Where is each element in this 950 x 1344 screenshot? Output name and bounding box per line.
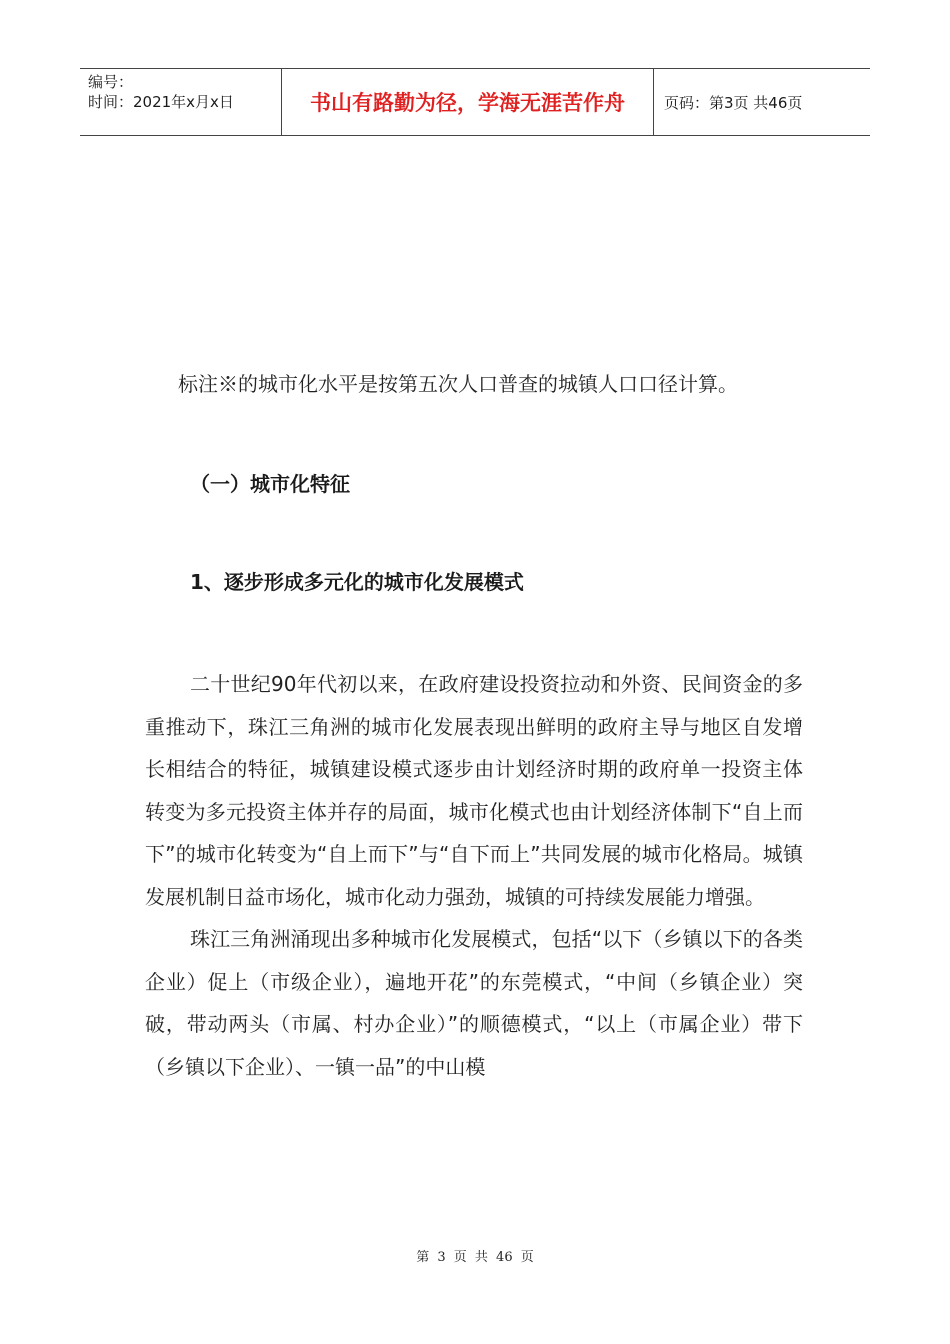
page-header <box>80 68 870 136</box>
table-footnote: 标注※的城市化水平是按第五次人口普查的城镇人口口径计算。 <box>178 372 738 396</box>
document-number-label: 编号： <box>88 73 134 91</box>
document-time-label: 时间：2021年x月x日 <box>88 93 234 111</box>
subsection-heading: 1、逐步形成多元化的城市化发展模式 <box>190 570 524 594</box>
section-heading: （一）城市化特征 <box>190 472 350 496</box>
header-page-label: 页码：第3页 共46页 <box>664 93 803 112</box>
page-footer: 第 3 页 共 46 页 <box>416 1250 534 1265</box>
header-meta <box>80 69 282 135</box>
body-text <box>145 663 803 1088</box>
paragraph: 珠江三角洲涌现出多种城市化发展模式，包括“以下（乡镇以下的各类企业）促上（市级企业），遍地开花”的东莞模式，“中间（乡镇企业）突破，带动两头（市属、村办企业）”的顺德模式，“以上（市属企业）带下（乡镇以下企业）、一镇一品”的中山模 <box>145 927 803 1079</box>
paragraph: 二十世纪90年代初以来，在政府建设投资拉动和外资、民间资金的多重推动下，珠江三角洲的城市化发展表现出鲜明的政府主导与地区自发增长相结合的特征，城镇建设模式逐步由计划经济时期的政府单一投资主体转变为多元投资主体并存的局面，城市化模式也由计划经济体制下“自上而下”的城市化转变为“自上而下”与“自下而上”共同发展的城市化格局。城镇发展机制日益市场化，城市化动力强劲，城镇的可持续发展能力增强。 <box>145 672 803 909</box>
header-motto: 书山有路勤为径，学海无涯苦作舟 <box>282 69 654 135</box>
